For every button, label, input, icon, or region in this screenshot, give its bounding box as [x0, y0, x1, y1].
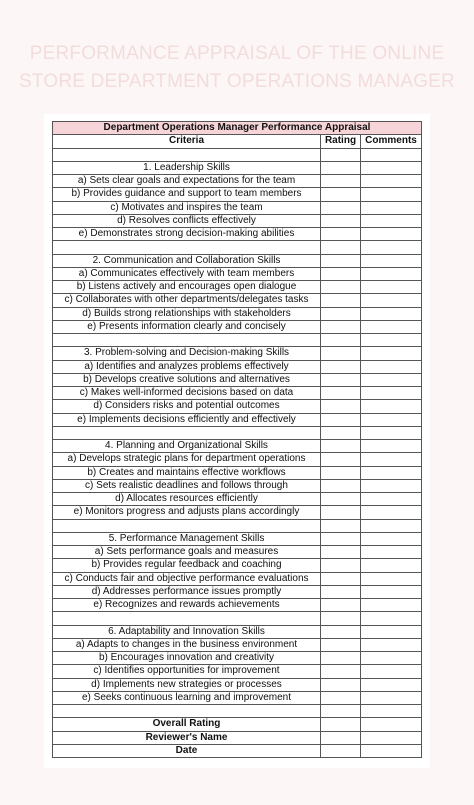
appraisal-body — [53, 148, 422, 758]
criteria-row — [53, 307, 422, 320]
comments-cell[interactable] — [361, 294, 422, 307]
rating-cell[interactable] — [321, 387, 361, 400]
rating-cell[interactable] — [321, 228, 361, 241]
rating-cell[interactable] — [321, 572, 361, 585]
criteria-row-criteria: d) Implements new strategies or processes — [53, 678, 321, 691]
blank-row-criteria — [53, 148, 321, 161]
criteria-row — [53, 479, 422, 492]
criteria-row-criteria: d) Considers risks and potential outcomes — [53, 400, 321, 413]
comments-cell[interactable] — [361, 718, 422, 731]
blank-row-criteria — [53, 519, 321, 532]
rating-cell[interactable] — [321, 678, 361, 691]
comments-cell[interactable] — [361, 532, 422, 545]
rating-cell[interactable] — [321, 665, 361, 678]
comments-cell[interactable] — [361, 400, 422, 413]
criteria-row — [53, 188, 422, 201]
comments-cell[interactable] — [361, 546, 422, 559]
column-header-criteria: Criteria — [53, 135, 321, 148]
criteria-row-criteria: a) Sets performance goals and measures — [53, 546, 321, 559]
blank-row-criteria — [53, 705, 321, 718]
comments-cell[interactable] — [361, 267, 422, 280]
criteria-row-criteria: b) Provides guidance and support to team members — [53, 188, 321, 201]
criteria-row — [53, 559, 422, 572]
comments-cell[interactable] — [361, 413, 422, 426]
section-heading-row-criteria: 3. Problem-solving and Decision-making Skills — [53, 347, 321, 360]
blank-row — [53, 519, 422, 532]
section-heading-row-criteria: 6. Adaptability and Innovation Skills — [53, 625, 321, 638]
comments-cell[interactable] — [361, 214, 422, 227]
criteria-row-criteria: e) Recognizes and rewards achievements — [53, 599, 321, 612]
comments-cell[interactable] — [361, 638, 422, 651]
rating-cell[interactable] — [321, 585, 361, 598]
comments-cell[interactable] — [361, 572, 422, 585]
comments-cell[interactable] — [361, 519, 422, 532]
criteria-row-criteria: c) Makes well-informed decisions based on data — [53, 387, 321, 400]
comments-cell[interactable] — [361, 387, 422, 400]
comments-cell[interactable] — [361, 347, 422, 360]
criteria-row-criteria: e) Presents information clearly and concisely — [53, 320, 321, 333]
criteria-row-criteria: a) Adapts to changes in the business environment — [53, 638, 321, 651]
criteria-row-criteria: b) Provides regular feedback and coaching — [53, 559, 321, 572]
comments-cell[interactable] — [361, 426, 422, 439]
rating-cell[interactable] — [321, 294, 361, 307]
summary-row — [53, 744, 422, 757]
section-heading-row-criteria: 4. Planning and Organizational Skills — [53, 440, 321, 453]
summary-row-criteria: Overall Rating — [53, 718, 321, 731]
rating-cell[interactable] — [321, 532, 361, 545]
criteria-row-criteria: a) Sets clear goals and expectations for the team — [53, 175, 321, 188]
comments-cell[interactable] — [361, 731, 422, 744]
blank-row-criteria — [53, 241, 321, 254]
section-heading-row — [53, 532, 422, 545]
comments-cell[interactable] — [361, 175, 422, 188]
comments-cell[interactable] — [361, 201, 422, 214]
header-row — [53, 135, 422, 148]
rating-cell[interactable] — [321, 214, 361, 227]
criteria-row — [53, 281, 422, 294]
rating-cell[interactable] — [321, 718, 361, 731]
rating-cell[interactable] — [321, 731, 361, 744]
rating-cell[interactable] — [321, 413, 361, 426]
comments-cell[interactable] — [361, 625, 422, 638]
comments-cell[interactable] — [361, 665, 422, 678]
rating-cell[interactable] — [321, 599, 361, 612]
column-header-comments: Comments — [361, 135, 422, 148]
comments-cell[interactable] — [361, 691, 422, 704]
blank-row — [53, 705, 422, 718]
rating-cell[interactable] — [321, 559, 361, 572]
rating-cell[interactable] — [321, 705, 361, 718]
section-heading-row — [53, 347, 422, 360]
blank-row-criteria — [53, 612, 321, 625]
criteria-row — [53, 691, 422, 704]
rating-cell[interactable] — [321, 347, 361, 360]
criteria-row — [53, 400, 422, 413]
summary-row — [53, 718, 422, 731]
rating-cell[interactable] — [321, 254, 361, 267]
criteria-row — [53, 638, 422, 651]
comments-cell[interactable] — [361, 281, 422, 294]
comments-cell[interactable] — [361, 453, 422, 466]
comments-cell[interactable] — [361, 652, 422, 665]
table-title-row — [53, 122, 422, 135]
comments-cell[interactable] — [361, 307, 422, 320]
criteria-row — [53, 294, 422, 307]
summary-row-criteria: Reviewer's Name — [53, 731, 321, 744]
criteria-row — [53, 599, 422, 612]
section-heading-row-criteria: 2. Communication and Collaboration Skills — [53, 254, 321, 267]
criteria-row-criteria: e) Implements decisions efficiently and effectively — [53, 413, 321, 426]
rating-cell[interactable] — [321, 320, 361, 333]
rating-cell[interactable] — [321, 744, 361, 757]
criteria-row-criteria: a) Develops strategic plans for department operations — [53, 453, 321, 466]
section-heading-row — [53, 161, 422, 174]
comments-cell[interactable] — [361, 506, 422, 519]
comments-cell[interactable] — [361, 334, 422, 347]
rating-cell[interactable] — [321, 612, 361, 625]
comments-cell[interactable] — [361, 188, 422, 201]
criteria-row — [53, 267, 422, 280]
criteria-row-criteria: c) Sets realistic deadlines and follows through — [53, 479, 321, 492]
criteria-row — [53, 506, 422, 519]
section-heading-row — [53, 254, 422, 267]
criteria-row — [53, 387, 422, 400]
rating-cell[interactable] — [321, 188, 361, 201]
criteria-row — [53, 546, 422, 559]
blank-row-criteria — [53, 426, 321, 439]
comments-cell[interactable] — [361, 612, 422, 625]
criteria-row — [53, 373, 422, 386]
criteria-row-criteria: e) Monitors progress and adjusts plans accordingly — [53, 506, 321, 519]
criteria-row — [53, 201, 422, 214]
rating-cell[interactable] — [321, 400, 361, 413]
comments-cell[interactable] — [361, 678, 422, 691]
criteria-row-criteria: b) Develops creative solutions and alternatives — [53, 373, 321, 386]
rating-cell[interactable] — [321, 493, 361, 506]
column-header-rating: Rating — [321, 135, 361, 148]
comments-cell[interactable] — [361, 705, 422, 718]
rating-cell[interactable] — [321, 307, 361, 320]
comments-cell[interactable] — [361, 373, 422, 386]
rating-cell[interactable] — [321, 625, 361, 638]
comments-cell[interactable] — [361, 360, 422, 373]
section-heading-row — [53, 440, 422, 453]
criteria-row — [53, 214, 422, 227]
criteria-row — [53, 665, 422, 678]
rating-cell[interactable] — [321, 652, 361, 665]
criteria-row — [53, 413, 422, 426]
comments-cell[interactable] — [361, 228, 422, 241]
criteria-row — [53, 320, 422, 333]
comments-cell[interactable] — [361, 599, 422, 612]
criteria-row-criteria: b) Encourages innovation and creativity — [53, 652, 321, 665]
criteria-row-criteria: a) Identifies and analyzes problems effectively — [53, 360, 321, 373]
summary-row-criteria: Date — [53, 744, 321, 757]
page-title: PERFORMANCE APPRAISAL OF THE ONLINE STORE DEPARTMENT OPERATIONS MANAGER — [19, 43, 455, 92]
rating-cell[interactable] — [321, 691, 361, 704]
criteria-row — [53, 572, 422, 585]
rating-cell[interactable] — [321, 161, 361, 174]
comments-cell[interactable] — [361, 744, 422, 757]
rating-cell[interactable] — [321, 519, 361, 532]
rating-cell[interactable] — [321, 241, 361, 254]
comments-cell[interactable] — [361, 493, 422, 506]
table-title: Department Operations Manager Performance Appraisal — [53, 122, 422, 135]
rating-cell[interactable] — [321, 638, 361, 651]
appraisal-table — [52, 121, 422, 758]
blank-row — [53, 148, 422, 161]
rating-cell[interactable] — [321, 360, 361, 373]
comments-cell[interactable] — [361, 161, 422, 174]
comments-cell[interactable] — [361, 148, 422, 161]
rating-cell[interactable] — [321, 453, 361, 466]
blank-row-criteria — [53, 334, 321, 347]
criteria-row-criteria: d) Builds strong relationships with stakeholders — [53, 307, 321, 320]
comments-cell[interactable] — [361, 479, 422, 492]
rating-cell[interactable] — [321, 546, 361, 559]
rating-cell[interactable] — [321, 281, 361, 294]
criteria-row-criteria: c) Identifies opportunities for improvement — [53, 665, 321, 678]
rating-cell[interactable] — [321, 506, 361, 519]
comments-cell[interactable] — [361, 466, 422, 479]
criteria-row — [53, 493, 422, 506]
criteria-row — [53, 466, 422, 479]
section-heading-row-criteria: 1. Leadership Skills — [53, 161, 321, 174]
criteria-row — [53, 585, 422, 598]
criteria-row-criteria: c) Motivates and inspires the team — [53, 201, 321, 214]
rating-cell[interactable] — [321, 426, 361, 439]
rating-cell[interactable] — [321, 267, 361, 280]
summary-row — [53, 731, 422, 744]
blank-row — [53, 334, 422, 347]
rating-cell[interactable] — [321, 440, 361, 453]
blank-row — [53, 241, 422, 254]
criteria-row — [53, 678, 422, 691]
criteria-row — [53, 360, 422, 373]
criteria-row — [53, 228, 422, 241]
criteria-row-criteria: e) Seeks continuous learning and improvement — [53, 691, 321, 704]
rating-cell[interactable] — [321, 373, 361, 386]
comments-cell[interactable] — [361, 241, 422, 254]
criteria-row-criteria: b) Listens actively and encourages open dialogue — [53, 281, 321, 294]
criteria-row-criteria: e) Demonstrates strong decision-making abilities — [53, 228, 321, 241]
rating-cell[interactable] — [321, 201, 361, 214]
criteria-row-criteria: d) Allocates resources efficiently — [53, 493, 321, 506]
criteria-row-criteria: c) Conducts fair and objective performance evaluations — [53, 572, 321, 585]
comments-cell[interactable] — [361, 320, 422, 333]
criteria-row — [53, 652, 422, 665]
criteria-row — [53, 453, 422, 466]
comments-cell[interactable] — [361, 254, 422, 267]
rating-cell[interactable] — [321, 466, 361, 479]
blank-row — [53, 426, 422, 439]
criteria-row-criteria: d) Resolves conflicts effectively — [53, 214, 321, 227]
comments-cell[interactable] — [361, 585, 422, 598]
criteria-row — [53, 175, 422, 188]
comments-cell[interactable] — [361, 440, 422, 453]
section-heading-row-criteria: 5. Performance Management Skills — [53, 532, 321, 545]
blank-row — [53, 612, 422, 625]
criteria-row-criteria: c) Collaborates with other departments/delegates tasks — [53, 294, 321, 307]
criteria-row-criteria: d) Addresses performance issues promptly — [53, 585, 321, 598]
rating-cell[interactable] — [321, 175, 361, 188]
criteria-row-criteria: a) Communicates effectively with team members — [53, 267, 321, 280]
rating-cell[interactable] — [321, 334, 361, 347]
section-heading-row — [53, 625, 422, 638]
comments-cell[interactable] — [361, 559, 422, 572]
rating-cell[interactable] — [321, 479, 361, 492]
criteria-row-criteria: b) Creates and maintains effective workflows — [53, 466, 321, 479]
rating-cell[interactable] — [321, 148, 361, 161]
